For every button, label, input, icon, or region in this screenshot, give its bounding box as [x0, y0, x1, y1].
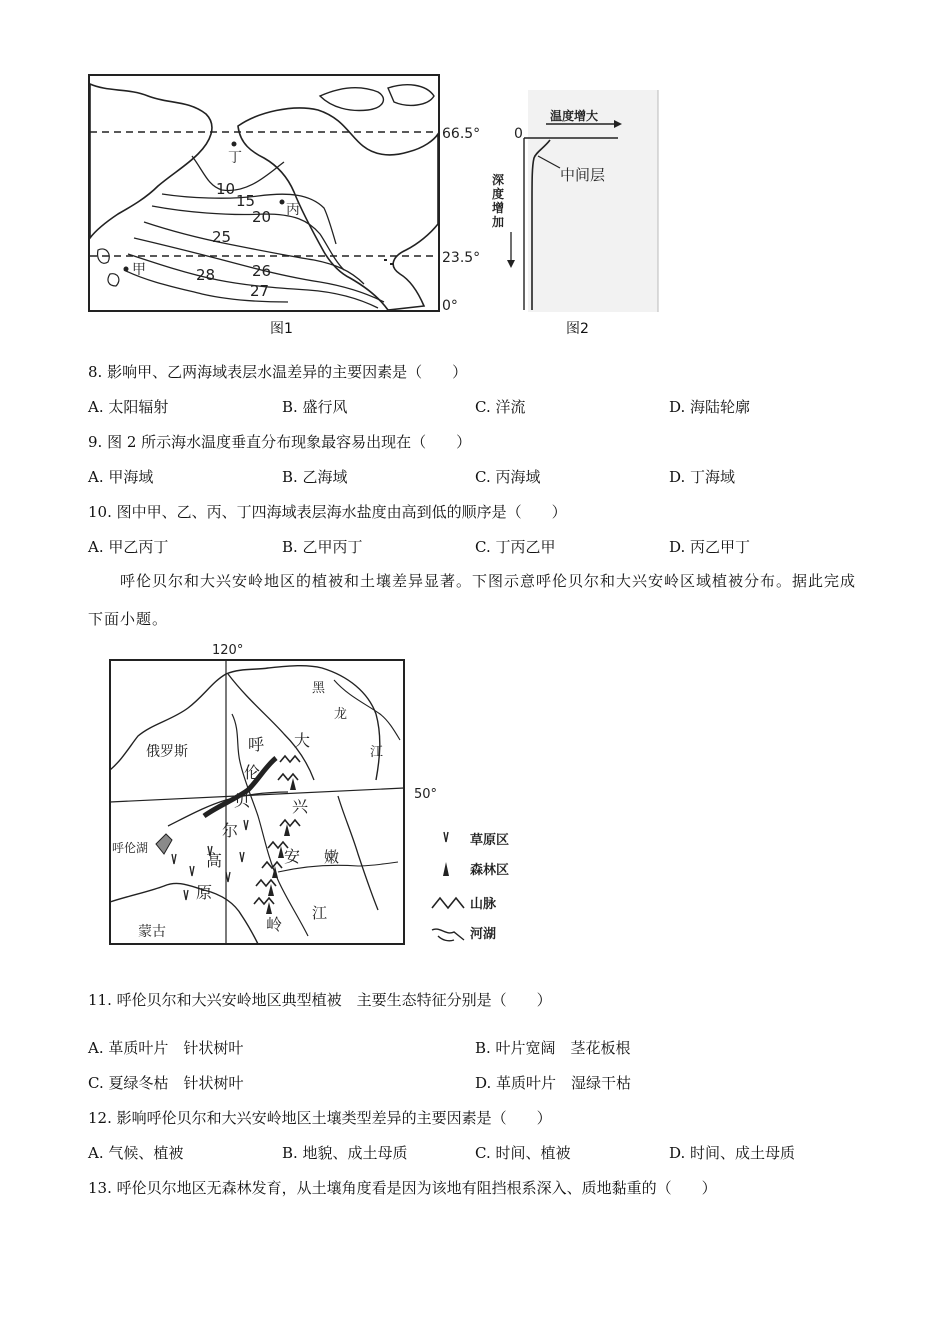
- question-12-stem: 12. 影响呼伦贝尔和大兴安岭地区土壤类型差异的主要因素是（ ）: [88, 1109, 552, 1127]
- q10-option-b[interactable]: B. 乙甲丙丁: [282, 538, 363, 556]
- q11-option-c[interactable]: C. 夏绿冬枯 针状树叶: [88, 1074, 244, 1092]
- q11-option-d[interactable]: D. 革质叶片 湿绿干枯: [475, 1074, 632, 1092]
- label-jiang2: 江: [312, 904, 328, 922]
- point-jia: [124, 267, 129, 272]
- figure2-caption: 图2: [566, 321, 589, 337]
- depth-label-2: 度: [492, 187, 505, 201]
- isotherm-label-25: 25: [212, 228, 232, 246]
- isotherm-label-27: 27: [250, 282, 270, 300]
- q8-option-a[interactable]: A. 太阳辐射: [88, 398, 169, 416]
- q10-option-d[interactable]: D. 丙乙甲丁: [669, 538, 751, 556]
- sea-label-jia: 甲: [132, 262, 146, 278]
- middle-layer-label: 中间层: [560, 166, 606, 184]
- legend-mountain: 山脉: [470, 897, 497, 912]
- q8-option-c[interactable]: C. 洋流: [475, 398, 526, 416]
- q11-option-b[interactable]: B. 叶片宽阔 茎花板根: [475, 1039, 631, 1057]
- legend-mountain-icon: [432, 898, 464, 908]
- label-hu: 呼: [248, 735, 265, 754]
- lat-label-0: 0°: [442, 298, 458, 314]
- question-8-stem: 8. 影响甲、乙两海域表层水温差异的主要因素是（ ）: [88, 363, 468, 381]
- point-bing: [280, 200, 285, 205]
- q9-option-c[interactable]: C. 丙海域: [475, 468, 541, 486]
- label-bei: 贝: [234, 791, 251, 810]
- q12-option-b[interactable]: B. 地貌、成土母质: [282, 1144, 408, 1162]
- figure2-zero: 0: [514, 126, 523, 142]
- label-nen: 嫩: [324, 848, 340, 866]
- temp-axis-label: 温度增大: [550, 109, 599, 123]
- isotherm-label-26: 26: [252, 262, 272, 280]
- legend-river-lake: 河湖: [470, 927, 497, 942]
- figure2-profile: [488, 84, 663, 316]
- q8-option-b[interactable]: B. 盛行风: [282, 398, 348, 416]
- lat-label-50: 50°: [414, 787, 438, 802]
- sea-label-bing: 丙: [286, 202, 300, 218]
- label-er: 尔: [222, 821, 239, 840]
- figure1-caption: 图1: [270, 321, 293, 337]
- legend: [432, 832, 509, 942]
- depth-label-3: 增: [492, 201, 505, 215]
- q9-option-d[interactable]: D. 丁海域: [669, 468, 736, 486]
- figure3-vegetation-map: [108, 640, 528, 946]
- q8-option-d[interactable]: D. 海陆轮廓: [669, 398, 751, 416]
- isotherm-label-20: 20: [252, 208, 272, 226]
- q10-option-a[interactable]: A. 甲乙丙丁: [88, 538, 169, 556]
- depth-arrow-head: [507, 260, 515, 268]
- label-hei: 黑: [312, 681, 326, 696]
- lat-label-23: 23.5°: [442, 250, 481, 266]
- legend-river-icon: [432, 929, 464, 941]
- legend-forest: 森林区: [470, 863, 510, 878]
- figure1-map: [88, 74, 500, 316]
- lat-label-66: 66.5°: [442, 126, 481, 142]
- isotherm-label-15: 15: [236, 192, 256, 210]
- q11-option-a[interactable]: A. 革质叶片 针状树叶: [88, 1039, 244, 1057]
- q9-option-b[interactable]: B. 乙海域: [282, 468, 348, 486]
- label-hulun-lake: 呼伦湖: [112, 841, 149, 855]
- q9-option-a[interactable]: A. 甲海域: [88, 468, 154, 486]
- point-ding: [232, 142, 237, 147]
- label-da: 大: [294, 731, 311, 750]
- label-mongolia: 蒙古: [138, 924, 166, 940]
- depth-label-1: 深: [492, 173, 505, 187]
- question-13-stem: 13. 呼伦贝尔地区无森林发育，从土壤角度看是因为该地有阻挡根系深入、质地黏重的（ ）: [88, 1179, 717, 1197]
- label-long: 龙: [334, 707, 348, 722]
- label-yuan: 原: [196, 883, 213, 902]
- label-ling: 岭: [266, 915, 283, 934]
- label-lun: 伦: [244, 763, 261, 782]
- legend-grassland: 草原区: [470, 833, 510, 848]
- question-9-stem: 9. 图 2 所示海水温度垂直分布现象最容易出现在（ ）: [88, 433, 472, 451]
- sea-label-ding: 丁: [228, 150, 242, 166]
- label-russia: 俄罗斯: [146, 744, 188, 760]
- q12-option-c[interactable]: C. 时间、植被: [475, 1144, 571, 1162]
- isotherm-label-10: 10: [216, 180, 236, 198]
- q12-option-d[interactable]: D. 时间、成土母质: [669, 1144, 796, 1162]
- label-jiang: 江: [370, 745, 384, 760]
- label-gao: 高: [206, 851, 223, 870]
- lon-label-120: 120°: [212, 643, 244, 658]
- q10-option-c[interactable]: C. 丁丙乙甲: [475, 538, 556, 556]
- label-xing: 兴: [292, 797, 309, 816]
- legend-forest-icon: [443, 862, 449, 876]
- depth-label-4: 加: [492, 215, 505, 229]
- legend-grass-icon: [444, 832, 448, 842]
- passage-intro: 呼伦贝尔和大兴安岭地区的植被和土壤差异显著。下图示意呼伦贝尔和大兴安岭区域植被分布。据此完成下面小题。: [88, 572, 857, 628]
- question-11-stem: 11. 呼伦贝尔和大兴安岭地区典型植被 主要生态特征分别是（ ）: [88, 991, 552, 1009]
- question-10-stem: 10. 图中甲、乙、丙、丁四海域表层海水盐度由高到低的顺序是（ ）: [88, 503, 567, 521]
- q12-option-a[interactable]: A. 气候、植被: [88, 1144, 184, 1162]
- isotherm-label-28: 28: [196, 266, 216, 284]
- label-an: 安: [284, 847, 301, 866]
